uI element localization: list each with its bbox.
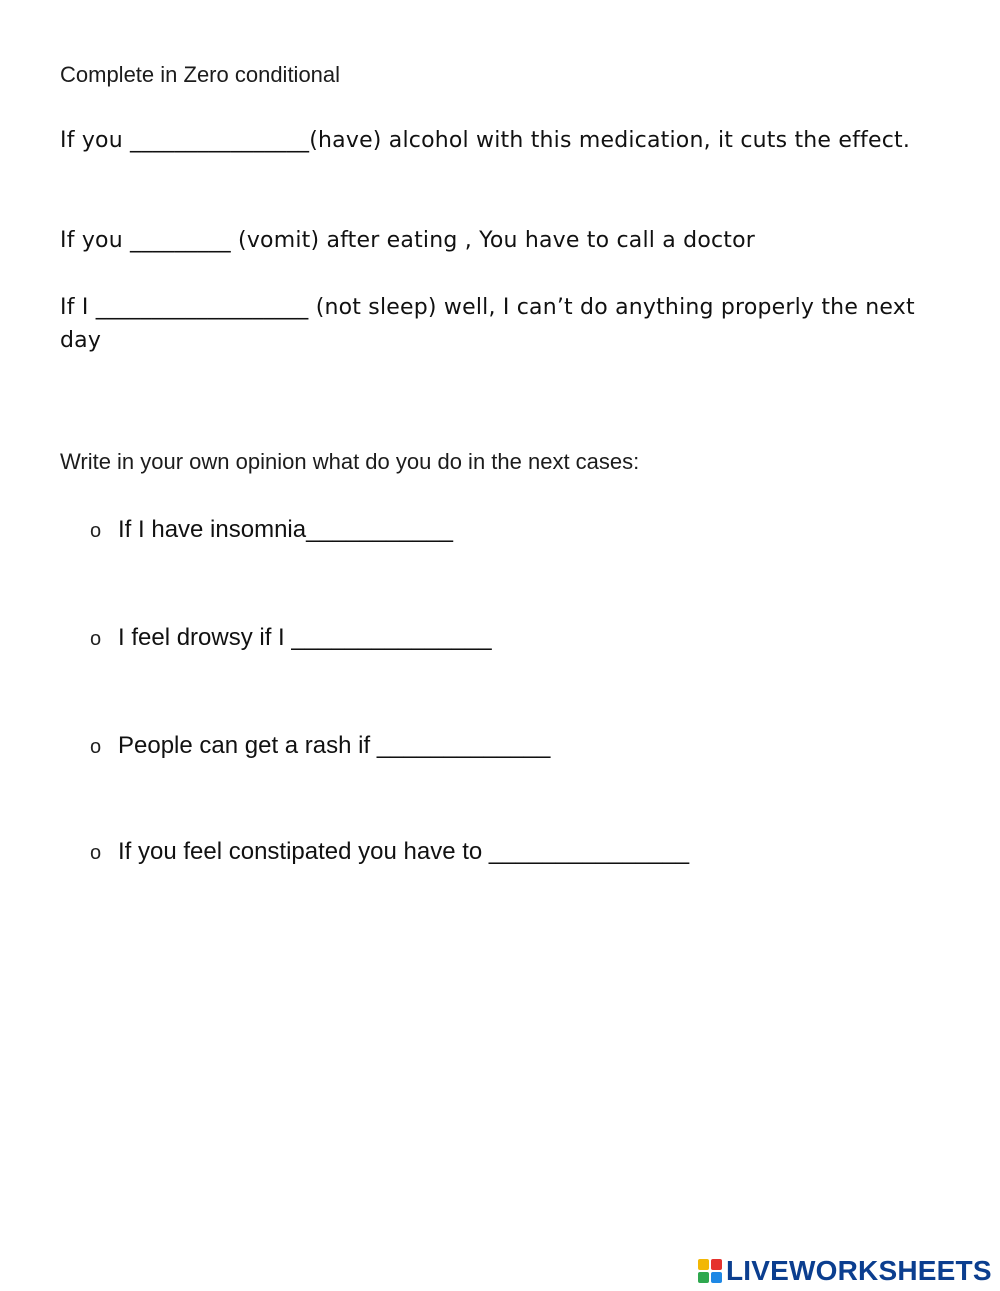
sentence-1: If you ________________(have) alcohol with this medication, it cuts the effect. [60,128,911,153]
list-item [90,516,453,544]
liveworksheets-logo [698,1253,992,1289]
list-item-text: I feel drowsy if I _______________ [118,624,492,651]
bullet-circle-icon: o [90,842,102,864]
list-item [90,732,550,760]
logo-text: LIVEWORKSHEETS [726,1255,992,1286]
list-item [90,624,492,652]
list-item-text: If I have insomnia___________ [118,516,453,543]
sentence-3: If I ___________________ (not sleep) well, I can’t do anything properly the next day [60,295,915,353]
section1-heading: Complete in Zero conditional [60,62,341,87]
logo-blocks-icon [698,1259,722,1283]
section2-heading: Write in your own opinion what do you do in the next cases: [60,449,640,474]
list-item-text: People can get a rash if _____________ [118,732,551,759]
list-item-text: If you feel constipated you have to _______________ [118,838,690,865]
bullet-circle-icon: o [90,736,102,758]
bullet-circle-icon: o [90,628,102,650]
list-item [90,838,689,866]
sentence-2: If you _________ (vomit) after eating , You have to call a doctor [60,228,756,253]
bullet-circle-icon: o [90,520,102,542]
